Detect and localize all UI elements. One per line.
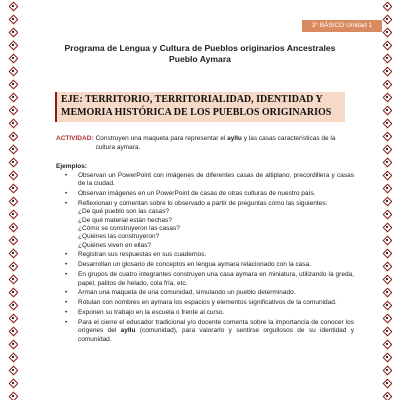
bullet-icon: • <box>65 289 68 297</box>
aymara-motif-icon <box>9 182 17 195</box>
examples-heading: Ejemplos: <box>56 163 88 170</box>
guiding-question: ¿De qué pueblo son las casas? <box>78 208 170 216</box>
example-text: En grupos de cuatro integrantes construyen una casa aymara en miniatura, utilizando la greda, papel, palitos de helado, cola fría, etc. <box>78 271 354 287</box>
aymara-motif-icon <box>383 234 391 247</box>
aymara-motif-icon <box>383 0 391 13</box>
example-item <box>65 271 354 288</box>
program-title: Programa de Lengua y Cultura de Pueblos originarios Ancestrales <box>64 43 336 53</box>
aymara-motif-icon <box>9 13 17 26</box>
example-text: Registran sus respuestas en sus cuadernos. <box>78 251 207 259</box>
aymara-motif-icon <box>383 260 391 273</box>
guiding-question: ¿Quiénes viven en ellas? <box>78 241 151 249</box>
aymara-motif-icon <box>9 260 17 273</box>
aymara-motif-icon <box>9 208 17 221</box>
example-item <box>65 190 354 198</box>
eje-heading-box <box>55 92 345 122</box>
aymara-motif-icon <box>383 65 391 78</box>
aymara-motif-icon <box>383 26 391 39</box>
aymara-motif-icon <box>9 286 17 299</box>
example-text: Reflexionan y comentan sobre lo observado a partir de preguntas como las siguientes: <box>78 200 328 208</box>
bullet-icon: • <box>65 319 68 327</box>
aymara-motif-icon <box>9 299 17 312</box>
aymara-motif-icon <box>383 39 391 52</box>
aymara-motif-icon <box>9 247 17 260</box>
aymara-motif-icon <box>9 52 17 65</box>
aymara-motif-icon <box>9 325 17 338</box>
aymara-motif-icon <box>9 273 17 286</box>
aymara-motif-icon <box>9 130 17 143</box>
aymara-motif-icon <box>9 312 17 325</box>
eje-line-2: MEMORIA HISTÓRICA DE LOS PUEBLOS ORIGINARIOS <box>61 106 332 118</box>
guiding-question: ¿De qué material están hechas? <box>78 216 172 224</box>
example-item <box>65 251 354 259</box>
aymara-motif-icon <box>383 377 391 390</box>
aymara-motif-icon <box>383 13 391 26</box>
aymara-motif-icon <box>383 286 391 299</box>
example-item <box>65 200 354 250</box>
activity-section <box>56 135 356 152</box>
aymara-motif-icon <box>383 299 391 312</box>
example-item <box>65 172 354 189</box>
aymara-motif-icon <box>383 91 391 104</box>
bullet-icon: • <box>65 172 68 179</box>
aymara-motif-icon <box>9 78 17 91</box>
bullet-icon: • <box>65 271 68 279</box>
bullet-icon: • <box>65 200 68 208</box>
activity-label: ACTIVIDAD: <box>56 135 94 142</box>
example-item <box>65 309 354 317</box>
aymara-motif-icon <box>383 117 391 130</box>
aymara-motif-icon <box>9 234 17 247</box>
bullet-icon: • <box>65 261 68 269</box>
aymara-motif-icon <box>9 169 17 182</box>
aymara-motif-icon <box>383 130 391 143</box>
aymara-motif-icon <box>383 390 391 400</box>
aymara-motif-icon <box>383 273 391 286</box>
example-item <box>65 299 354 307</box>
right-decorative-border <box>382 0 392 400</box>
aymara-motif-icon <box>383 143 391 156</box>
aymara-motif-icon <box>9 351 17 364</box>
aymara-motif-icon <box>383 351 391 364</box>
aymara-motif-icon <box>383 182 391 195</box>
guiding-question: ¿Quiénes las construyeron? <box>78 233 160 241</box>
people-title: Pueblo Aymara <box>169 54 231 64</box>
example-text: Observan imágenes en un PowerPoint de casas de otras culturas de nuestro país. <box>78 190 316 198</box>
aymara-motif-icon <box>9 390 17 400</box>
bullet-icon: • <box>65 299 68 307</box>
aymara-motif-icon <box>9 364 17 377</box>
eje-line-1: EJE: TERRITORIO, TERRITORIALIDAD, IDENTIDAD Y <box>61 94 323 105</box>
grade-unit-badge: 3° BÁSICO Unidad 1 <box>302 20 382 32</box>
example-item: • Para el cierre el educador tradicional y/o docente comenta sobre la importancia de conocer los orígenes del ayllu (comunidad), para valorarlo y sentirse orgullosos de su identidad y comunidad. <box>65 319 354 343</box>
aymara-motif-icon <box>9 156 17 169</box>
aymara-motif-icon <box>9 39 17 52</box>
aymara-motif-icon <box>383 247 391 260</box>
example-text: Observan un PowerPoint con imágenes de diferentes casas de altiplano, precordillera y casas de la ciudad. <box>78 172 354 188</box>
aymara-motif-icon <box>9 338 17 351</box>
guiding-question: ¿Cómo se construyeron las casas? <box>78 224 180 232</box>
left-decorative-border <box>8 0 18 400</box>
aymara-motif-icon <box>9 117 17 130</box>
aymara-motif-icon <box>383 221 391 234</box>
example-text: Arman una maqueta de una comunidad, simulando un pueblo determinado. <box>78 289 296 297</box>
aymara-motif-icon <box>383 338 391 351</box>
bullet-icon: • <box>65 190 68 198</box>
aymara-motif-icon <box>383 169 391 182</box>
aymara-motif-icon <box>383 312 391 325</box>
example-item <box>65 289 354 297</box>
bullet-icon: • <box>65 251 68 259</box>
document-header <box>30 43 370 65</box>
aymara-motif-icon <box>383 52 391 65</box>
aymara-motif-icon <box>383 364 391 377</box>
example-text: Exponen su trabajo en la escuela o frente al curso. <box>78 309 225 317</box>
aymara-motif-icon <box>9 0 17 13</box>
aymara-motif-icon <box>9 104 17 117</box>
aymara-motif-icon <box>9 26 17 39</box>
aymara-motif-icon <box>9 143 17 156</box>
aymara-motif-icon <box>383 208 391 221</box>
aymara-motif-icon <box>383 325 391 338</box>
example-text: Desarrollan un glosario de conceptos en lengua aymara relacionado con la casa. <box>78 261 312 269</box>
example-item <box>65 261 354 269</box>
example-text: Rotulan con nombres en aymara los espacios y elementos significativos de la comunidad. <box>78 299 337 307</box>
aymara-motif-icon <box>383 104 391 117</box>
aymara-motif-icon <box>383 156 391 169</box>
examples-list <box>65 172 354 346</box>
bullet-icon: • <box>65 309 68 317</box>
activity-text: Construyen una maqueta para representar el ayllu y las casas características de la cultura aymara. <box>95 135 336 151</box>
aymara-motif-icon <box>9 377 17 390</box>
aymara-motif-icon <box>9 195 17 208</box>
aymara-motif-icon <box>9 65 17 78</box>
aymara-motif-icon <box>383 78 391 91</box>
aymara-motif-icon <box>9 221 17 234</box>
aymara-motif-icon <box>9 91 17 104</box>
aymara-motif-icon <box>383 195 391 208</box>
